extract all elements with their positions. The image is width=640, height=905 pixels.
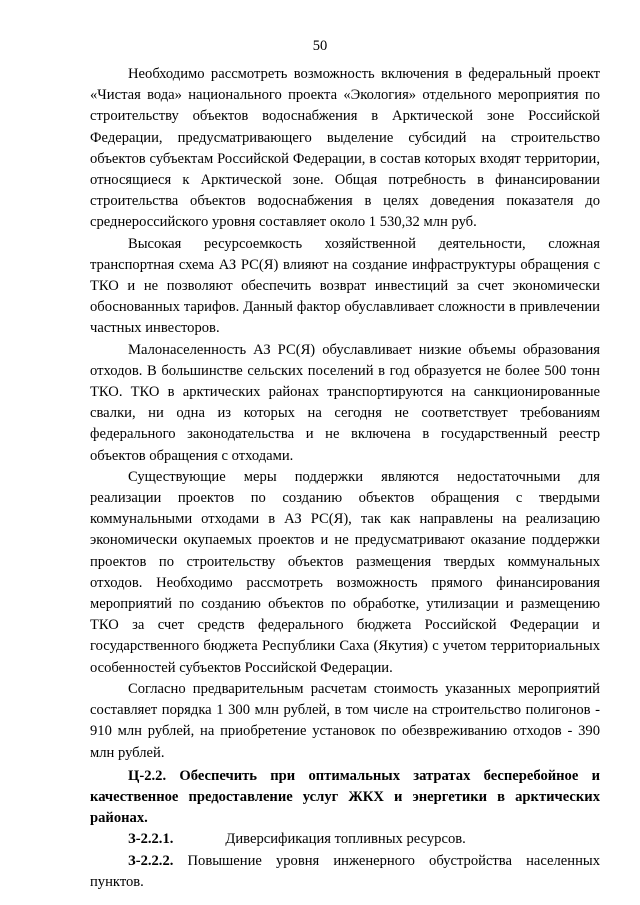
paragraph-support-measures: Существующие меры поддержки являются недостаточными для реализации проектов по созданию объектов обращения с твердыми коммунальными отходами в АЗ РС(Я), так как направлены на реализацию экономически окупаемых проектов и не предусматривают оказание поддержки проектов по строительству объектов размещения твердых коммунальных отходов. Необходимо рассмотреть возможность прямого финансирования мероприятий по созданию объектов по обработке, утилизации и размещению ТКО за счет средств федерального бюджета Российской Федерации и государственного бюджета Республики Саха (Якутия) с учетом территориальных особенностей субъектов Российской Федерации. [90, 468, 600, 676]
document-body [90, 64, 600, 893]
task-code: З-2.2.1. [128, 831, 174, 848]
task-item [90, 829, 600, 850]
page-number: 50 [312, 38, 328, 54]
task-code: З-2.2.2. [128, 852, 174, 869]
paragraph-low-population: Малонаселенность АЗ РС(Я) обуславливает низкие объемы образования отходов. В большинстве сельских поселений в год образуется не более 500 тонн ТКО. ТКО в арктических районах транспортируются на санкционированные свалки, ни одна из которых на сегодня не соответствует требованиям федерального законодательства и не включена в государственный реестр объектов обращения с отходами. [90, 341, 600, 464]
paragraph-water-supply: Необходимо рассмотреть возможность включения в федеральный проект «Чистая вода» национального проекта «Экология» отдельного мероприятия по строительству объектов водоснабжения в Арктической зоне Российской Федерации, предусматривающего выделение субсидий на строительство объектов субъектам Российской Федерации, в состав которых входят территории, относящиеся к Арктической зоне. Общая потребность в финансировании строительства объектов водоснабжения в целях доведения показателя до среднероссийского уровня составляет около 1 530,32 млн руб. [90, 66, 600, 231]
paragraph-cost-estimate: Согласно предварительным расчетам стоимость указанных мероприятий составляет порядка 1 300 млн рублей, в том числе на строительство полигонов - 910 млн рублей, на приобретение установок по обезвреживанию отходов - 390 млн рублей. [90, 680, 600, 761]
task-text: Диверсификация топливных ресурсов. [225, 831, 466, 848]
task-text: Повышение уровня инженерного обустройства населенных пунктов. [90, 852, 600, 890]
task-item [90, 851, 600, 893]
goal-heading: Ц-2.2. Обеспечить при оптимальных затратах бесперебойное и качественное предоставление услуг ЖКХ и энергетики в арктических районах. [90, 767, 600, 827]
paragraph-resource-intensity: Высокая ресурсоемкость хозяйственной деятельности, сложная транспортная схема АЗ РС(Я) влияют на создание инфраструктуры обращения с ТКО и не позволяют обеспечить возврат инвестиций за счет экономически обоснованных тарифов. Данный фактор обуславливает сложности в привлечении частных инвесторов. [90, 235, 600, 337]
